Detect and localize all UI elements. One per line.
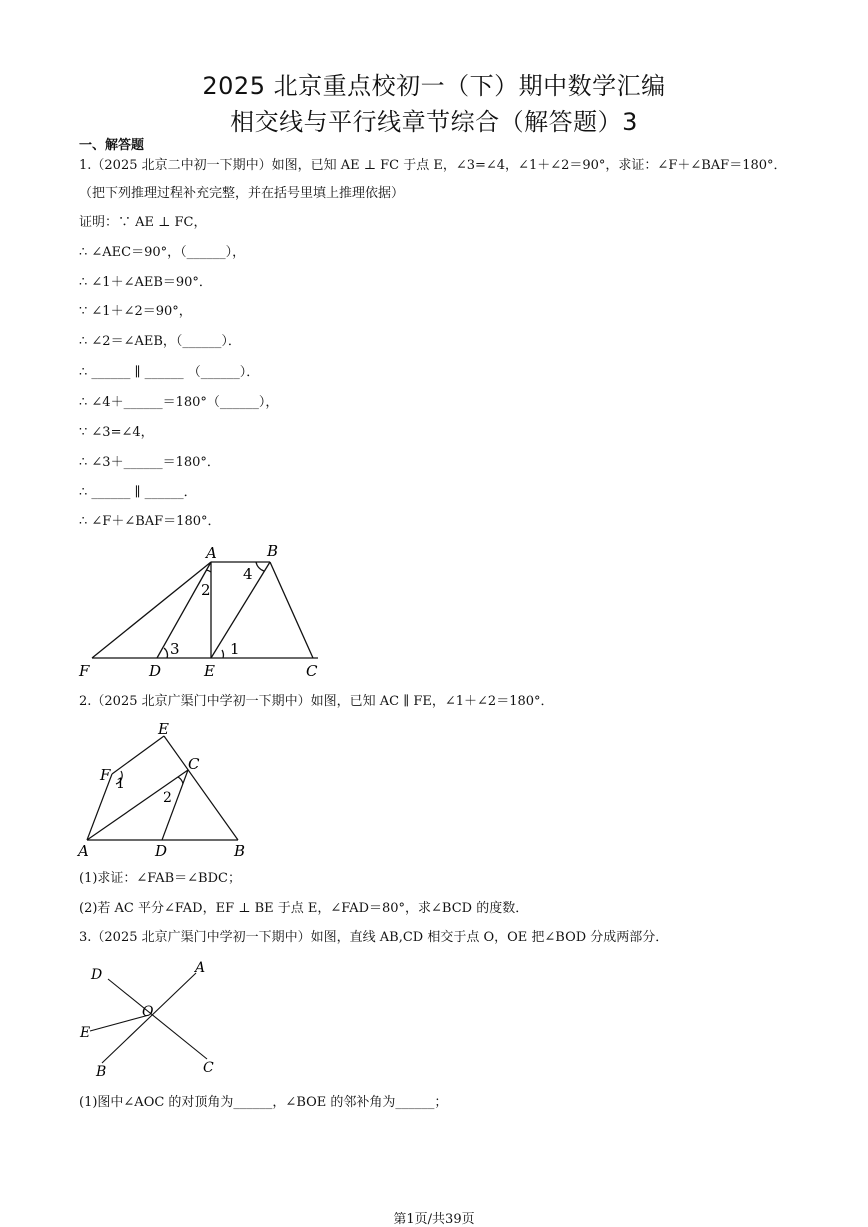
q2-point-E: E <box>158 720 169 738</box>
title-line-2: 相交线与平行线章节综合（解答题）3 <box>230 108 638 136</box>
q2-point-A: A <box>78 842 89 860</box>
title-line-1: 2025 北京重点校初一（下）期中数学汇编 <box>202 72 666 100</box>
q1-step: ∴ ______ ∥ ______． <box>79 485 197 500</box>
q3-point-D: D <box>91 967 103 983</box>
q1-step: ∴ ∠F＋∠BAF＝180°． <box>79 514 221 529</box>
q3-stem: 3.（2025 北京广渠门中学初一下期中）如图，直线 AB,CD 相交于点 O，OE 把∠BOD 分成两部分． <box>79 930 669 945</box>
q1-step: ∵ ∠3=∠4， <box>79 425 154 440</box>
q1-step: ∴ ∠2＝∠AEB，（______）． <box>79 334 241 349</box>
q1-point-C: C <box>306 662 318 680</box>
q2-stem: 2.（2025 北京广渠门中学初一下期中）如图，已知 AC ∥ FE，∠1＋∠2＝180°． <box>79 694 554 709</box>
q2-angle-2: 2 <box>163 790 172 806</box>
q1-point-B: B <box>267 542 279 560</box>
q1-stem: 1.（2025 北京二中初一下期中）如图，已知 AE ⊥ FC 于点 E，∠3=∠4，∠1＋∠2＝90°，求证：∠F＋∠BAF＝180°． <box>79 158 787 173</box>
q1-point-F: F <box>79 662 90 680</box>
q2-point-C: C <box>188 755 200 773</box>
q1-angle-4: 4 <box>243 565 253 583</box>
q1-point-D: D <box>149 662 162 680</box>
q3-point-A: A <box>195 960 206 976</box>
q1-step: ∴ ______ ∥ ______ （______）． <box>79 365 260 380</box>
q2-angle-1: 1 <box>116 776 125 792</box>
q1-point-A: A <box>206 544 217 562</box>
q3-point-C: C <box>203 1060 214 1076</box>
page-footer: 第1页/共39页 <box>393 1212 475 1227</box>
q3-figure <box>72 955 232 1085</box>
q3-point-B: B <box>96 1064 107 1080</box>
q2-part-2: (2)若 AC 平分∠FAD，EF ⊥ BE 于点 E，∠FAD＝80°，求∠BCD 的度数． <box>79 901 529 916</box>
q2-figure <box>72 718 262 863</box>
q1-step: ∴ ∠AEC＝90°，（______）， <box>79 245 246 260</box>
q1-angle-1: 1 <box>230 640 240 658</box>
q3-point-O: O <box>142 1004 154 1020</box>
q1-angle-3: 3 <box>170 640 180 658</box>
q2-point-D: D <box>155 842 168 860</box>
q2-point-F: F <box>100 766 111 784</box>
section-heading: 一、解答题 <box>79 138 145 153</box>
q1-figure <box>70 538 340 682</box>
q1-step: ∴ ∠3＋______＝180°． <box>79 455 220 470</box>
q1-step: ∴ ∠1＋∠AEB＝90°． <box>79 275 212 290</box>
q2-point-B: B <box>234 842 246 860</box>
q1-step: 证明：∵ AE ⊥ FC， <box>79 215 207 230</box>
q1-step: ∴ ∠4＋______＝180°（______）， <box>79 395 279 410</box>
q3-part-1: (1)图中∠AOC 的对顶角为______，∠BOE 的邻补角为______； <box>79 1095 448 1110</box>
q1-step: ∵ ∠1＋∠2＝90°， <box>79 304 192 319</box>
q1-angle-2: 2 <box>201 581 211 599</box>
q1-instruction: （把下列推理过程补充完整，并在括号里填上推理依据） <box>79 186 405 201</box>
q3-point-E: E <box>80 1025 91 1041</box>
q1-point-E: E <box>204 662 215 680</box>
q2-part-1: (1)求证：∠FAB＝∠BDC； <box>79 871 241 886</box>
